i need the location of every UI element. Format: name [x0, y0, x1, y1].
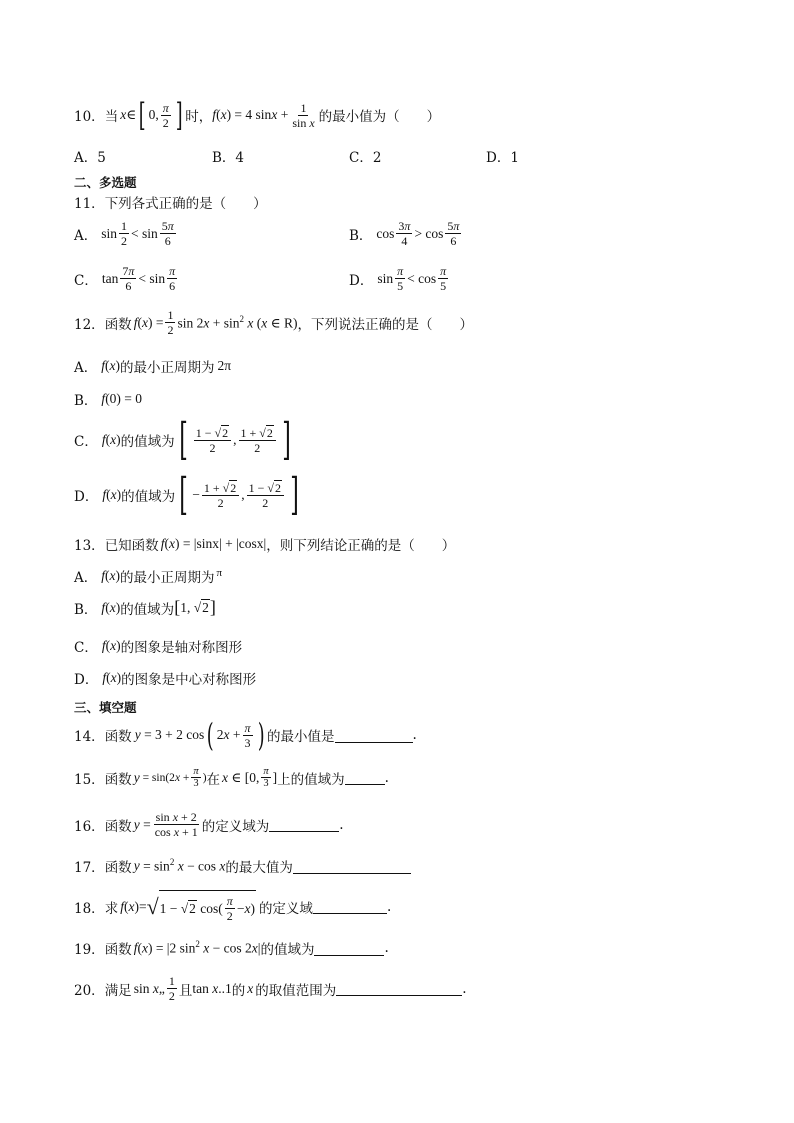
- q11-stem: 11． 下列各式正确的是（ ）: [74, 196, 267, 212]
- fraction: $\frac{\pi}{2}$: [162, 100, 169, 130]
- q19-stem: 19． 函数 f (x) = |2 $\sin^2 x - \cos 2x|$ 的值域为 .: [74, 939, 389, 958]
- fraction: $\frac{1}{\text{sin x}}$: [292, 100, 315, 130]
- section-multiple-choice: 二、多选题: [74, 175, 137, 190]
- q17-stem: 17． 函数 y = $\sin^2 x - \cos x$ 的最大值为: [74, 856, 411, 876]
- q13-option-c[interactable]: C． f ( x ) 的图象是轴对称图形: [74, 638, 243, 656]
- q10-option-c[interactable]: C．2: [349, 150, 382, 166]
- q13-stem: 13． 已知函数 f ( x ) = |sinx| + |cosx| ，则下列结论正确的是（ ）: [74, 536, 456, 554]
- q12-option-d[interactable]: D． f ( x ) 的值域为 [ − $\frac{1 + √2}{2}$ , $\frac{1 - √2}{2}$ ]: [74, 469, 299, 520]
- q12-option-c[interactable]: C． f ( x ) 的值域为 [ $\frac{1 - √2}{2}$ , $\frac{1 + √2}{2}$ ]: [74, 414, 291, 465]
- answer-blank[interactable]: [336, 981, 462, 996]
- q11-option-a[interactable]: A． sin $\frac{1}{2}$ < sin $\frac{5\pi}{6}$: [74, 219, 174, 248]
- q10-option-a[interactable]: A．5: [74, 150, 106, 166]
- q15-stem: 15． 函数 y = sin(2x + $\frac{\pi}{3}$ ) 在 x ∈ [0, $\frac{\pi}{3}$ ] 上的值域为 .: [74, 766, 389, 789]
- q12-option-a[interactable]: A． f ( x ) 的最小正周期为 2π: [74, 358, 232, 376]
- q18-stem: 18． 求 f (x)= √ 1 − √ 2 cos( $\frac{\pi}{2}$ − x ) 的定义域 .: [74, 890, 391, 923]
- q20-stem: 20． 满足 sin x„ $\frac{1}{2}$ 且 tan x..1 的 x 的取值范围为 .: [74, 974, 467, 1003]
- answer-blank[interactable]: [293, 859, 411, 874]
- answer-blank[interactable]: [345, 770, 385, 785]
- q10-option-b[interactable]: B．4: [212, 150, 245, 166]
- q13-option-b[interactable]: B． f ( x ) 的值域为 [ 1, √2 ]: [74, 597, 216, 618]
- q11-option-c[interactable]: C． tan $\frac{7\pi}{6}$ < sin $\frac{\pi}{6}$: [74, 264, 176, 293]
- q11-option-b[interactable]: B． cos $\frac{3\pi}{4}$ > cos $\frac{5\pi}{6}$: [349, 219, 460, 248]
- q10-option-d[interactable]: D．1: [486, 150, 519, 166]
- q12-option-b[interactable]: B． f (0) = 0: [74, 391, 143, 409]
- answer-blank[interactable]: [269, 817, 339, 832]
- q13-option-a[interactable]: A． f ( x ) 的最小正周期为 π: [74, 567, 223, 586]
- answer-blank[interactable]: [314, 941, 384, 956]
- section-fill-in: 三、填空题: [74, 700, 137, 715]
- q14-stem: 14． 函数 y = 3 + 2 cos ( 2x + $\frac{\pi}{3}$ ) 的最小值是 .: [74, 716, 417, 754]
- q16-stem: 16． 函数 y = $\frac{\text{sin x + 2}}{\text{cos x + 1}}$ 的定义域为 .: [74, 810, 344, 839]
- q10-stem: 10． 当 x ∈ [ 0, $\frac{\pi}{2}$ ] 时， f ( x ) = 4 sin x + $\frac{1}{\text{sin x}}$ 的最小值为（ ）: [74, 96, 441, 134]
- answer-blank[interactable]: [313, 899, 387, 914]
- answer-blank[interactable]: [335, 728, 413, 743]
- q13-option-d[interactable]: D． f ( x ) 的图象是中心对称图形: [74, 670, 257, 688]
- q11-option-d[interactable]: D． sin $\frac{\pi}{5}$ < cos $\frac{\pi}{5}$: [349, 264, 447, 293]
- q12-stem: 12． 函数 f ( x ) = $\frac{1}{2}$ $\sin 2x + \sin^2 x$ (x ∈ R) ，下列说法正确的是（ ）: [74, 308, 473, 337]
